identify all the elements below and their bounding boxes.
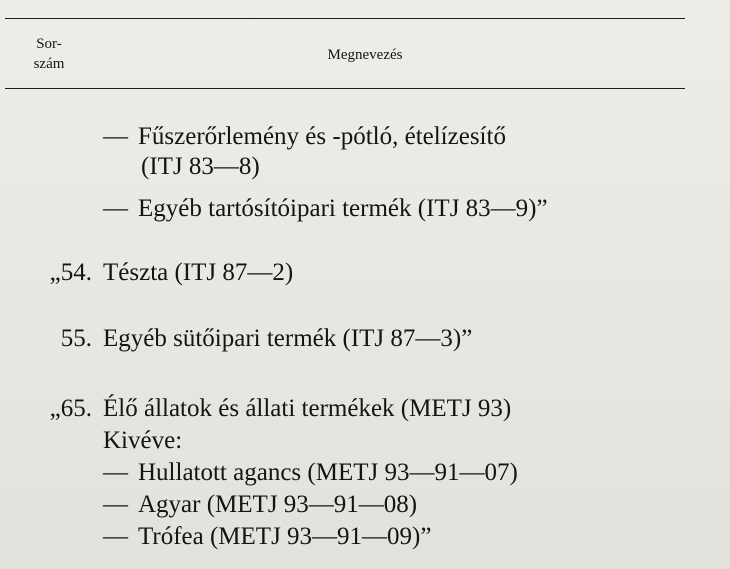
table-header-rule: [5, 88, 685, 89]
column-header-number: [18, 34, 80, 74]
list-item: [103, 194, 548, 224]
except-label: Kivéve:: [103, 427, 183, 454]
list-item-text: Hullatott agancs (METJ 93—91—07): [138, 459, 518, 486]
list-item: [103, 122, 506, 152]
row-number: 55.: [60, 325, 92, 352]
list-item-continuation: (ITJ 83—8): [141, 153, 260, 180]
table-top-rule: [5, 18, 685, 19]
row-name: Egyéb sütőipari termék (ITJ 87—3)”: [103, 325, 473, 352]
dash-marker: —: [103, 459, 128, 486]
list-item-text: Agyar (METJ 93—91—08): [138, 491, 418, 518]
column-header-name: Megnevezés: [327, 47, 403, 63]
dash-marker: —: [103, 195, 128, 222]
list-item-text: Fűszerőrlemény és -pótló, ételízesítő: [138, 123, 506, 150]
dash-marker: —: [103, 491, 128, 518]
row-number: „54.: [49, 259, 92, 286]
row-name: Élő állatok és állati termékek (METJ 93): [103, 395, 512, 422]
dash-marker: —: [103, 123, 128, 150]
list-item: [103, 490, 417, 520]
row-name: Tészta (ITJ 87—2): [103, 259, 294, 286]
list-item-text: Egyéb tartósítóipari termék (ITJ 83—9)”: [138, 195, 548, 222]
column-header-number-line2: szám: [33, 56, 65, 72]
dash-marker: —: [103, 523, 128, 550]
list-item: [103, 458, 518, 488]
list-item-text: Trófea (METJ 93—91—09)”: [138, 523, 432, 550]
row-number: „65.: [49, 395, 92, 422]
column-header-number-line1: Sor-: [36, 36, 62, 52]
list-item: [103, 522, 431, 552]
